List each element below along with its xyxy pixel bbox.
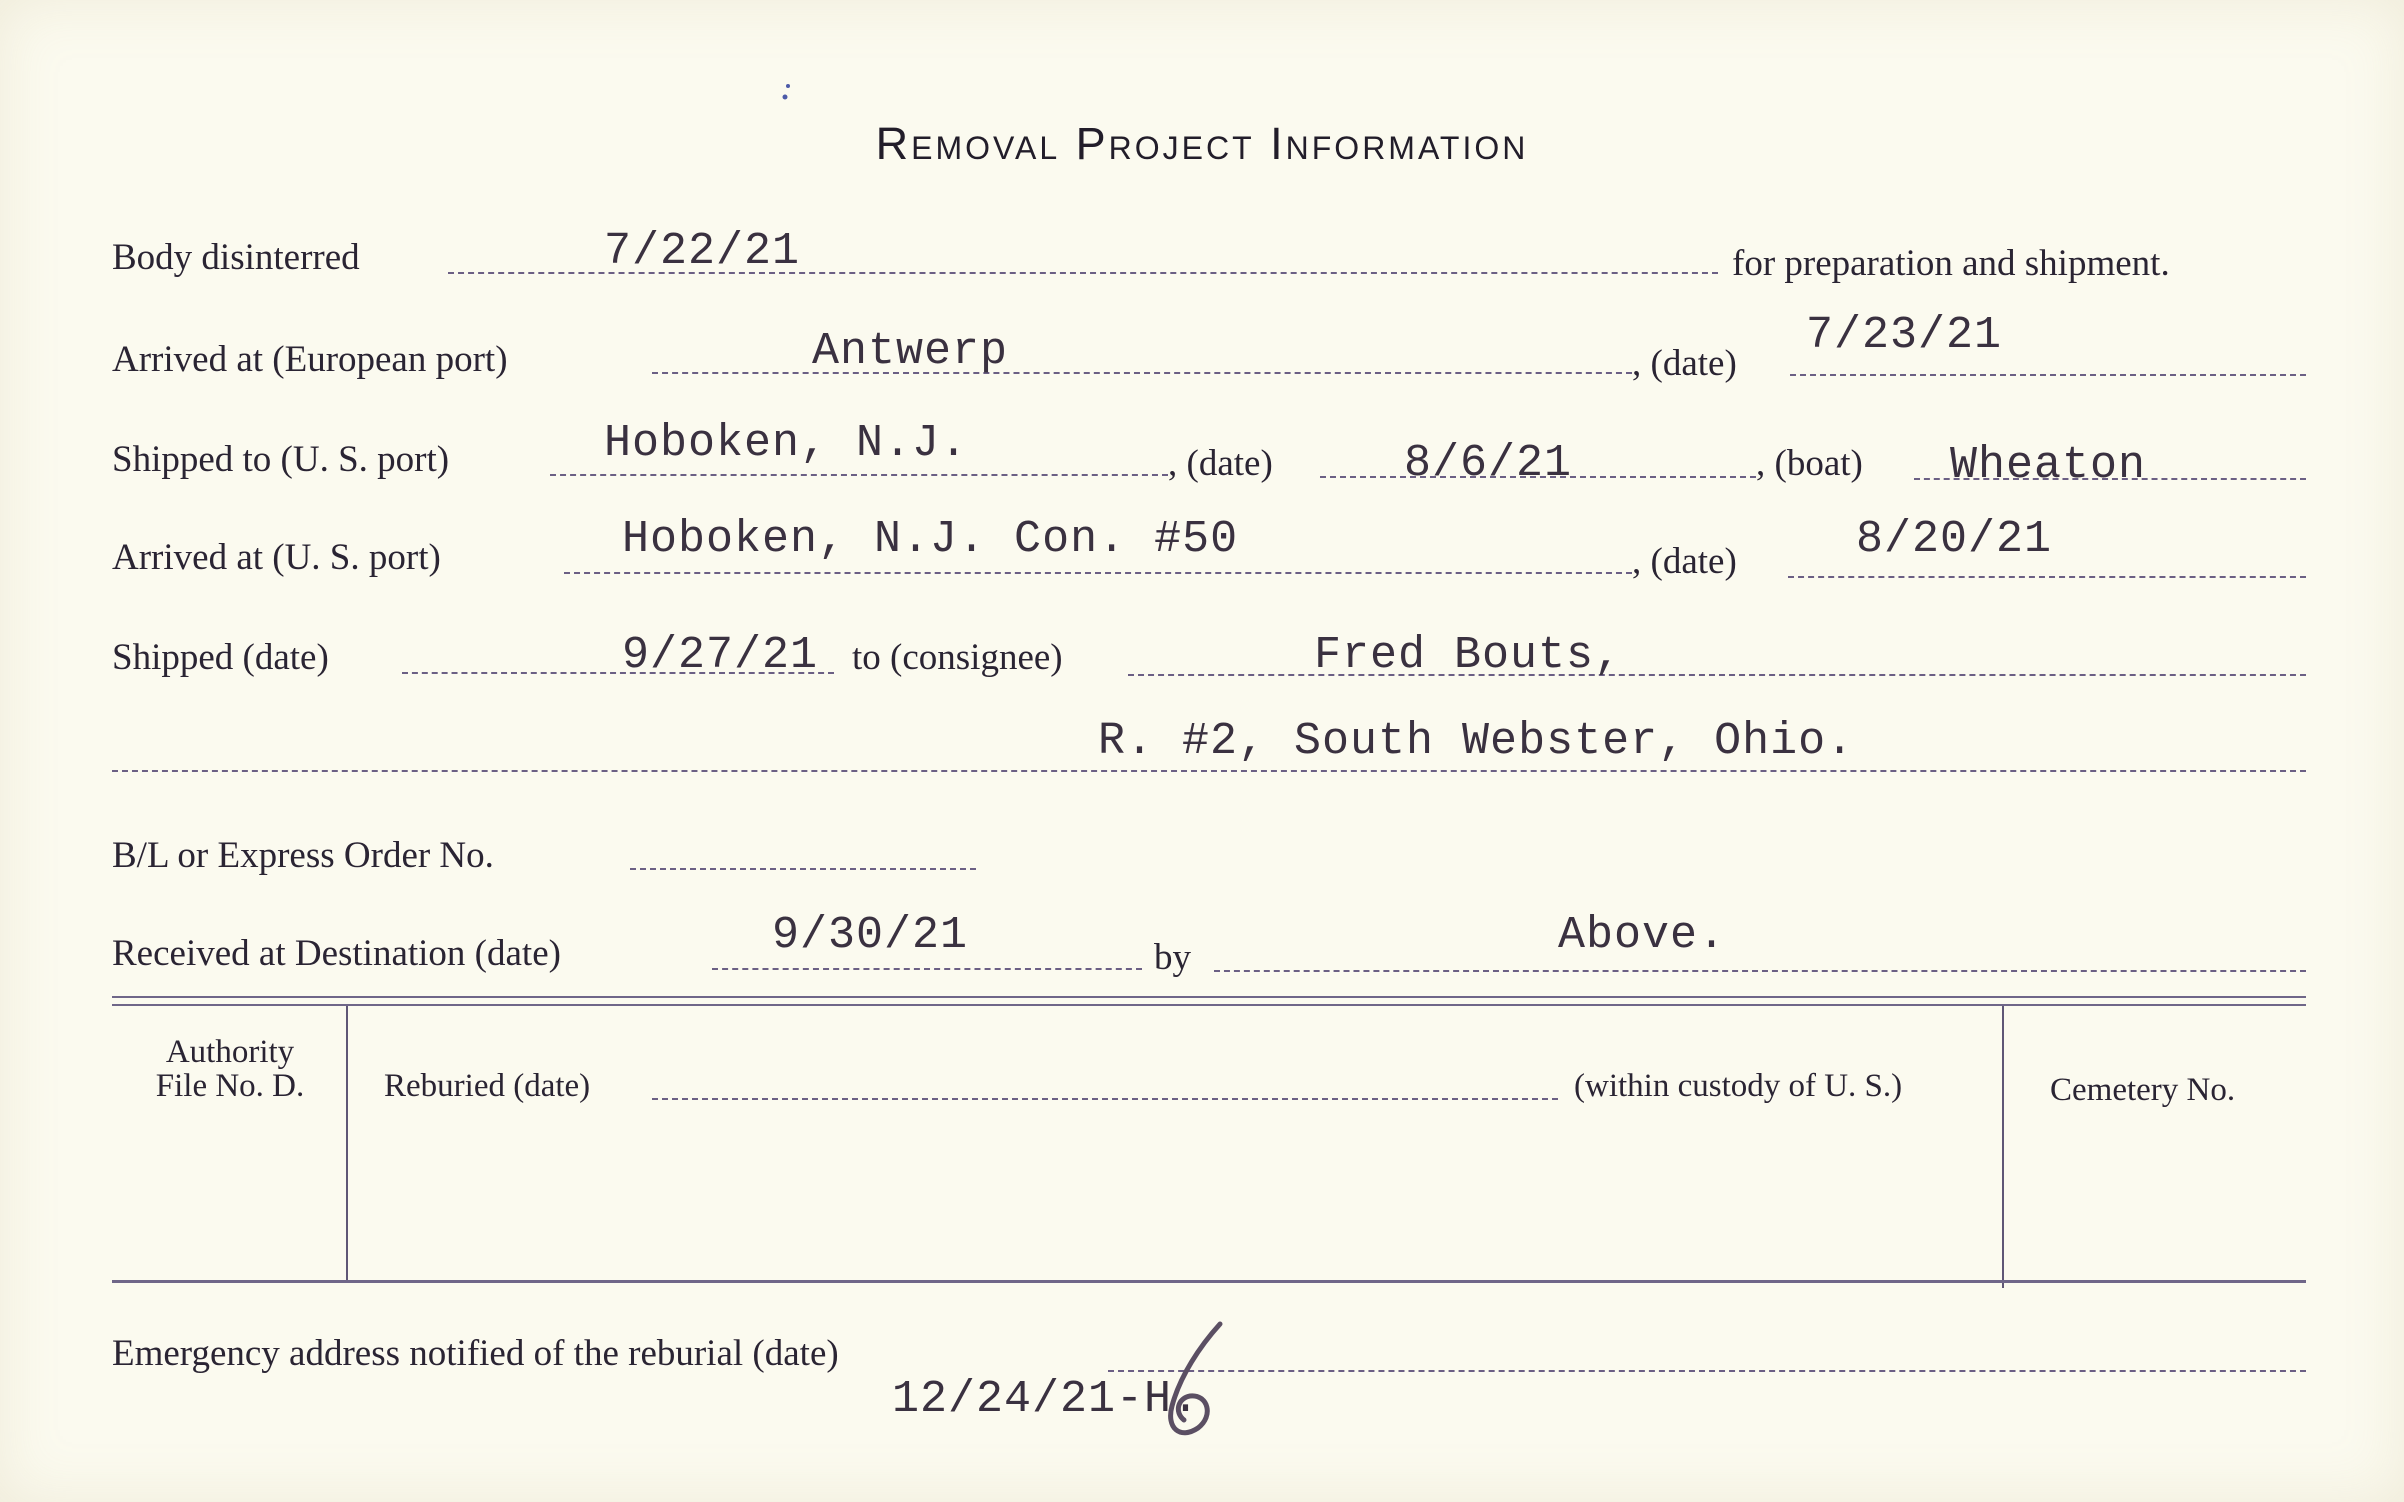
body-disinterred-value: 7/22/21 [604,226,801,277]
shipped-to-port-value: Hoboken, N.J. [604,418,969,469]
table-divider-right [2002,1006,2004,1288]
received-by-line [1214,970,2306,972]
emergency-address-date: 12/24/21-H. [892,1374,1201,1425]
authority-label-line2: File No. D. [155,1068,305,1104]
consignee-address-value: R. #2, South Webster, Ohio. [1098,716,1855,767]
custody-label: (within custody of U. S.) [1574,1068,1903,1104]
received-destination-date: 9/30/21 [772,910,969,961]
consignee-value: Fred Bouts, [1314,630,1623,681]
ink-speck [782,82,794,102]
emergency-address-label: Emergency address notified of the reburial (date) [112,1333,839,1374]
consignee-line [1128,674,2306,676]
cemetery-no-label: Cemetery No. [2050,1072,2236,1108]
arrived-us-date-line [1788,576,2306,578]
body-disinterred-label: Body disinterred [112,237,360,278]
arrived-european-label: Arrived at (European port) [112,339,508,380]
section-rule-top-2 [112,1004,2306,1006]
shipped-to-label: Shipped to (U. S. port) [112,439,450,480]
arrived-european-date-value: 7/23/21 [1806,310,2003,361]
boat-value: Wheaton [1950,440,2147,491]
section-rule-top [112,996,2306,998]
received-by-label: by [1154,937,1191,978]
page-title: Removal Project Information [875,118,1529,169]
shipped-to-date-label: , (date) [1168,443,1273,484]
authority-label-line1: Authority [165,1034,295,1070]
arrived-european-date-label: , (date) [1632,343,1737,384]
received-destination-label: Received at Destination (date) [112,933,561,974]
arrived-european-date-line [1790,374,2306,376]
section-rule-bottom [112,1280,2306,1283]
arrived-european-value: Antwerp [812,326,1009,377]
bl-order-label: B/L or Express Order No. [112,835,494,876]
arrived-us-line [564,572,1632,574]
boat-label: , (boat) [1756,443,1863,484]
arrived-european-line [652,372,1632,374]
table-divider-left [346,1006,348,1280]
arrived-us-date-value: 8/20/21 [1856,514,2053,565]
received-by-value: Above. [1558,910,1727,961]
bl-order-line [630,868,976,870]
reburied-line [652,1098,1558,1100]
arrived-us-value: Hoboken, N.J. Con. #50 [622,514,1239,565]
reburied-label: Reburied (date) [384,1068,591,1104]
prep-shipment-label: for preparation and shipment. [1732,243,2170,284]
shipped-to-line [550,474,1168,476]
received-destination-line [712,968,1142,970]
handwritten-initial-mark [1150,1316,1240,1446]
consignee-label: to (consignee) [852,637,1063,678]
arrived-us-date-label: , (date) [1632,541,1737,582]
shipped-date-label: Shipped (date) [112,637,329,678]
consignee-address-line [112,770,2306,772]
arrived-us-label: Arrived at (U. S. port) [112,537,441,578]
emergency-address-line [1108,1370,2306,1372]
shipped-to-date-value: 8/6/21 [1404,438,1573,489]
shipped-date-value: 9/27/21 [622,630,819,681]
